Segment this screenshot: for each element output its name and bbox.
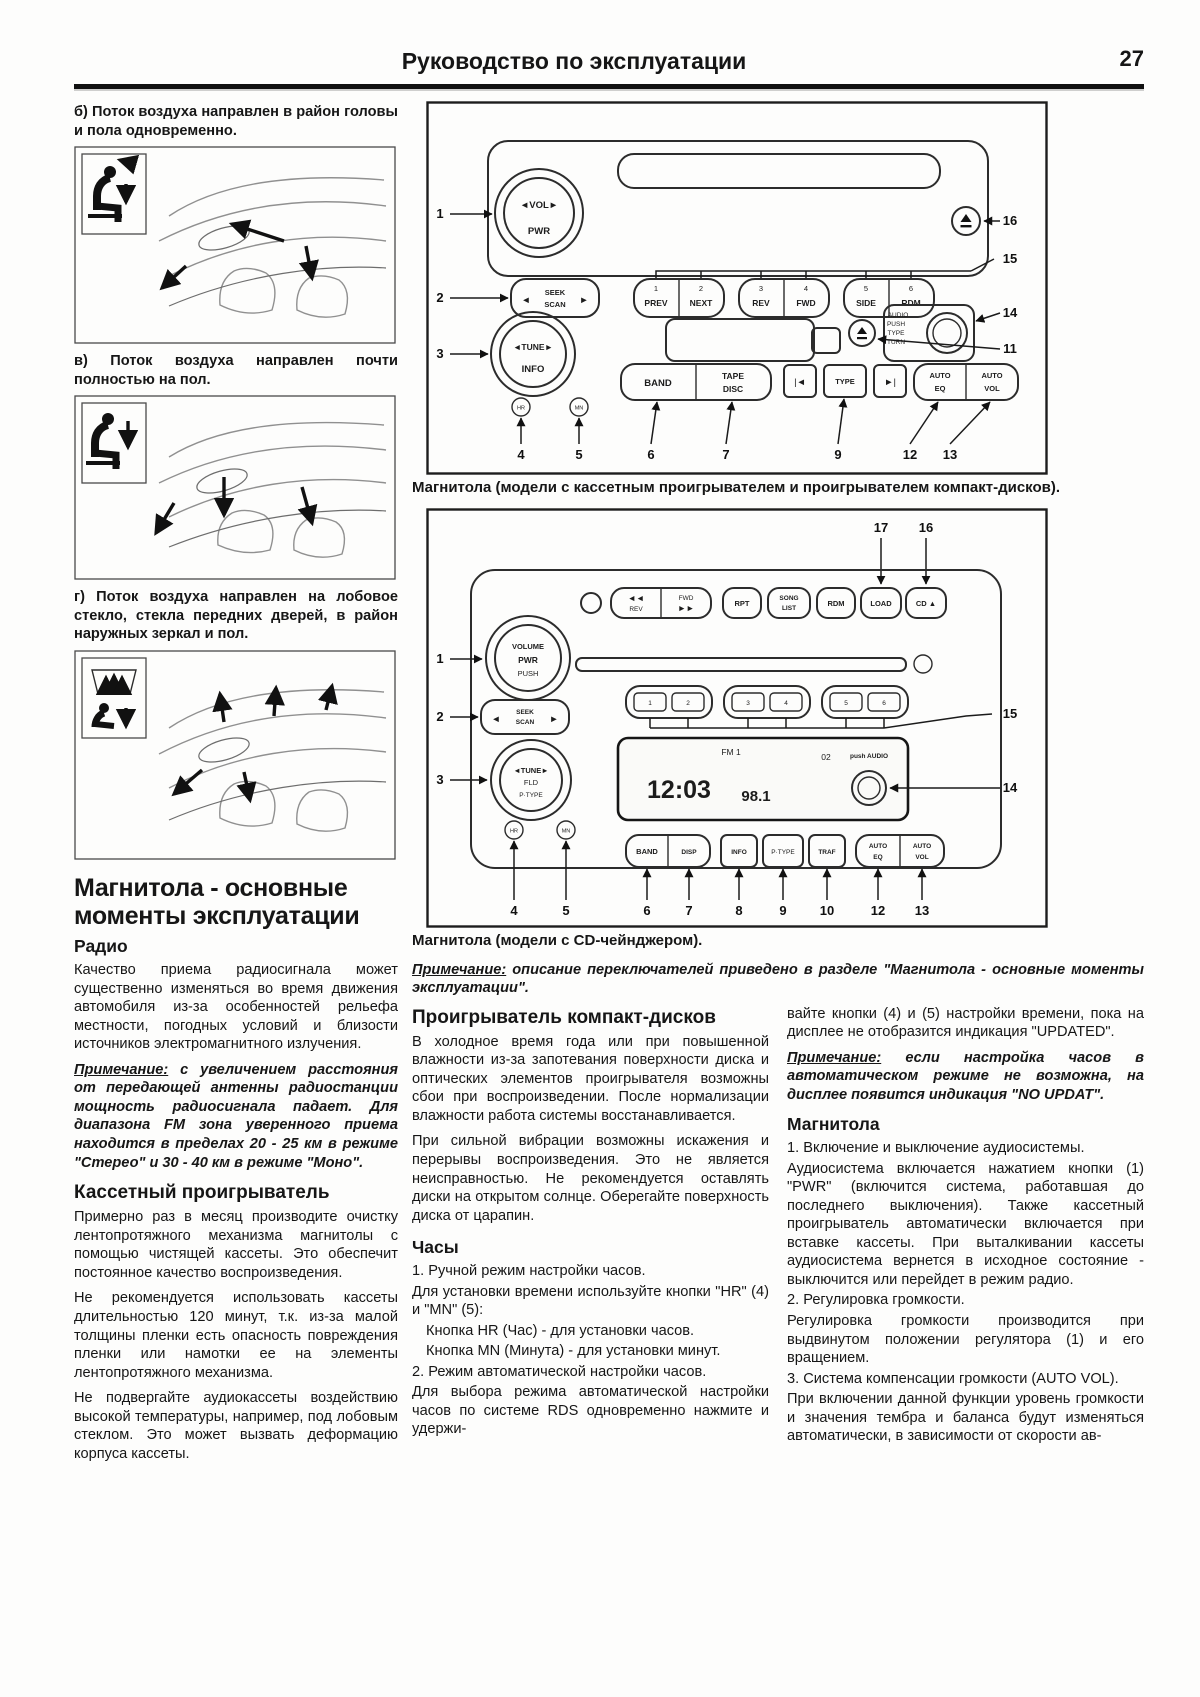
cassette-paragraph-3: Не подвергайте аудиокассеты воздействию высокой температуры, например, под лобовым стеклом. Это может вызвать деформацию корпуса кассеты. [74, 1390, 398, 1462]
page-number: 27 [1119, 46, 1144, 71]
svg-text:PREV: PREV [644, 298, 668, 308]
page-header [74, 40, 1144, 84]
seat-icon [82, 154, 146, 234]
svg-text:DISP: DISP [681, 848, 697, 856]
svg-text:►: ► [549, 713, 559, 725]
svg-text:HR: HR [510, 828, 518, 835]
tune-info-knob [491, 312, 575, 396]
svg-text:02: 02 [821, 751, 831, 762]
svg-text:7: 7 [685, 902, 693, 918]
header-rule [74, 84, 1144, 89]
svg-text:BAND: BAND [644, 378, 672, 389]
svg-text:►►: ►► [677, 602, 695, 613]
callouts-bottom [510, 841, 932, 918]
radio-diagram-cassette-cd [426, 101, 1048, 475]
svg-text:6: 6 [882, 699, 886, 707]
svg-text:8: 8 [735, 902, 743, 918]
svg-text:◄: ◄ [521, 295, 531, 306]
airflow-diagram-windshield [74, 650, 396, 860]
svg-text:5: 5 [863, 284, 869, 293]
svg-text:17: 17 [873, 519, 889, 535]
svg-text:4: 4 [803, 284, 809, 293]
airflow-caption-v: в) Поток воздуха направлен почти полностью на пол. [74, 353, 398, 388]
band-tape-buttons [621, 364, 771, 400]
diagram2-caption: Магнитола (модели с CD-чейнджером). [412, 931, 703, 949]
svg-text:SEEK: SEEK [516, 708, 534, 716]
svg-text:16: 16 [1002, 213, 1018, 228]
svg-text:RDM: RDM [901, 298, 921, 308]
svg-text:FLD: FLD [523, 777, 539, 787]
svg-text:VOL: VOL [984, 384, 1000, 393]
note-text: описание переключателей приведено в разделе "Магнитола - основные моменты эксплуатации". [412, 961, 1144, 997]
svg-text:◄◄: ◄◄ [627, 592, 645, 603]
svg-text:7: 7 [722, 447, 730, 462]
note-text: с увеличением расстояния от передающей антенны радиостанции мощность радиосигнала падает. Для диапазона FM зона уверенного приема находится в пределах 20 - 25 км в режиме "Стерео" и 30 - 40 км в режиме "Моно". [74, 1061, 398, 1171]
note-label: Примечание: [74, 1061, 169, 1078]
magnitola-paragraph-1: Аудиосистема включается нажатием кнопки (1) "PWR" (включится система, работавшая до последнего выключения). Также кассетный проигрыватель автоматически включается при вставке кассеты. При выталкивании кассеты аудиосистема вернется в исходное состояние - выключится или перейдет в режим радио. [787, 1160, 1144, 1288]
svg-text:SONG: SONG [779, 594, 799, 602]
type-button [824, 365, 866, 397]
svg-text:9: 9 [834, 447, 842, 462]
svg-text:TURN: TURN [886, 339, 906, 346]
cassette-paragraph-2: Не рекомендуется использовать кассеты длительностью 120 минут, т.к. из-за малой толщины пленки есть опасность повреждения пленки или намотки ее на элементы лентопротяжного механизма. [74, 1290, 398, 1381]
magnitola-heading: Магнитола [787, 1114, 880, 1135]
tune-knob [491, 740, 571, 820]
defrost-icon [82, 658, 146, 738]
cd-player-heading: Проигрыватель компакт-дисков [412, 1006, 716, 1028]
svg-text:RPT: RPT [734, 598, 750, 608]
clock-heading: Часы [412, 1237, 459, 1258]
magnitola-item-3: 3. Система компенсации громкости (AUTO VOL). [787, 1370, 1119, 1387]
svg-text:►: ► [579, 295, 589, 306]
svg-text:TAPE: TAPE [721, 371, 745, 381]
left-column [74, 101, 398, 1470]
svg-text:SEEK: SEEK [544, 288, 566, 297]
svg-text:VOLUME: VOLUME [511, 641, 545, 651]
svg-text:1: 1 [653, 284, 659, 293]
svg-text:AUTO: AUTO [912, 842, 932, 850]
svg-text:RDM: RDM [827, 598, 845, 608]
clock-mn-line: Кнопка MN (Минута) - для установки минут. [426, 1343, 721, 1360]
traf-button [809, 835, 845, 867]
svg-text:5: 5 [575, 447, 583, 462]
magnitola-item-1: 1. Включение и выключение аудиосистемы. [787, 1140, 1085, 1157]
svg-text:4: 4 [517, 447, 525, 462]
auto-eq-vol-buttons [856, 835, 944, 867]
song-list-button [768, 588, 810, 618]
auto-eq-vol-buttons [914, 364, 1018, 400]
svg-text:◄VOL►: ◄VOL► [519, 200, 559, 211]
right-column [412, 101, 1144, 1470]
svg-text:SIDE: SIDE [856, 298, 876, 308]
svg-text:4: 4 [784, 699, 788, 707]
band-disp-buttons [626, 835, 710, 867]
diagram1-caption: Магнитола (модели с кассетным проигрывателем и проигрывателем компакт-дисков). [412, 479, 1061, 496]
clock-hr-line: Кнопка HR (Час) - для установки часов. [426, 1322, 695, 1339]
clock-note [787, 1049, 1144, 1105]
svg-text:9: 9 [779, 902, 787, 918]
svg-text:CD ▲: CD ▲ [915, 598, 937, 608]
callout-bracket-15 [650, 714, 992, 728]
radio-diagram-cd-changer [426, 508, 1048, 928]
rew-fwd-buttons [611, 588, 711, 618]
svg-text:6: 6 [643, 902, 651, 918]
svg-text:LOAD: LOAD [870, 598, 892, 608]
svg-text:1: 1 [648, 699, 652, 707]
preset-buttons-1-2 [626, 686, 712, 718]
svg-text:3: 3 [746, 699, 750, 707]
svg-text:PUSH: PUSH [886, 321, 906, 328]
cd-eject-button [906, 588, 946, 618]
clock-paragraph-1: Для установки времени используйте кнопки "HR" (4) и "MN" (5): [412, 1283, 769, 1319]
preset-buttons-3-4 [724, 686, 810, 718]
svg-text:3: 3 [758, 284, 764, 293]
svg-text:VOL: VOL [915, 853, 929, 861]
svg-text:13: 13 [914, 902, 930, 918]
callouts-left [436, 651, 487, 787]
preset-buttons-rev-fwd [739, 279, 829, 317]
mn-button [557, 821, 575, 839]
display-panel [618, 738, 908, 820]
svg-text:3: 3 [436, 346, 444, 361]
cd-slot [618, 154, 940, 188]
svg-text:AUTO: AUTO [929, 371, 951, 380]
note-text: если настройка часов в автоматическом режиме не возможна, на дисплее появится индикация "NO UPDAT". [787, 1049, 1144, 1103]
radio-heading: Радио [74, 936, 128, 957]
svg-text:12: 12 [870, 902, 886, 918]
svg-text:15: 15 [1002, 251, 1018, 266]
svg-text:BAND: BAND [636, 846, 658, 856]
note-label: Примечание: [787, 1049, 882, 1066]
svg-text:P·TYPE: P·TYPE [519, 791, 543, 799]
svg-text:AUTO: AUTO [868, 842, 888, 850]
cassette-eject-button [849, 320, 875, 346]
svg-text:13: 13 [942, 447, 958, 462]
cassette-paragraph-1: Примерно раз в месяц производите очистку лентопротяжного механизма магнитолы с помощью чистящей кассеты. Это обеспечит постоянное качество воспроизведения. [74, 1209, 398, 1281]
svg-text:14: 14 [1002, 779, 1018, 795]
svg-text:16: 16 [918, 519, 934, 535]
svg-text:P·TYPE: P·TYPE [771, 848, 795, 856]
svg-text:15: 15 [1002, 705, 1018, 721]
cabin-sketch [159, 686, 386, 831]
track-forward-button [874, 365, 906, 397]
svg-text:EQ: EQ [934, 384, 946, 393]
section-heading-magnitola-main: Магнитола - основные моменты эксплуатации [74, 873, 360, 930]
cabin-sketch [159, 178, 386, 317]
mn-button [570, 398, 588, 416]
svg-text:HR: HR [517, 405, 525, 412]
svg-text:2: 2 [436, 290, 444, 305]
svg-text:10: 10 [819, 902, 835, 918]
seek-scan-button [511, 279, 599, 317]
magnitola-paragraph-2: Регулировка громкости производится при выдвинутом положении регулятора (1) и его вращением. [787, 1313, 1144, 1367]
right-text-column [787, 1005, 1144, 1453]
clock-paragraph-2: Для выбора режима автоматической настройки часов по системе RDS одновременно нажмите и удержи- [412, 1384, 769, 1438]
svg-text:1: 1 [436, 650, 444, 666]
svg-text:TRAF: TRAF [818, 848, 836, 856]
svg-text:12:03: 12:03 [647, 775, 711, 804]
svg-text:DISC: DISC [722, 384, 744, 394]
svg-text:1: 1 [436, 206, 444, 221]
svg-text:SCAN: SCAN [515, 718, 535, 726]
radio-note [74, 1061, 398, 1172]
svg-text:INFO: INFO [521, 364, 545, 375]
svg-text:2: 2 [698, 284, 704, 293]
svg-text:TYPE: TYPE [887, 330, 905, 337]
svg-text:AUTO: AUTO [981, 371, 1003, 380]
aux-knob [581, 593, 601, 613]
svg-text:6: 6 [908, 284, 914, 293]
svg-text:SCAN: SCAN [544, 300, 566, 309]
p-type-button [763, 835, 803, 867]
svg-text:push AUDIO: push AUDIO [849, 752, 889, 760]
svg-text:◄TUNE►: ◄TUNE► [513, 765, 549, 775]
svg-text:PWR: PWR [518, 654, 538, 665]
cd-slot [576, 655, 932, 673]
middle-text-column [412, 1005, 769, 1453]
svg-text:◄TUNE►: ◄TUNE► [513, 342, 553, 352]
svg-text:|◄: |◄ [794, 377, 806, 388]
svg-text:►|: ►| [884, 377, 896, 388]
svg-text:MN: MN [574, 405, 584, 412]
volume-power-knob [495, 169, 583, 257]
cd-eject-button [952, 207, 980, 235]
magnitola-item-2: 2. Регулировка громкости. [787, 1292, 965, 1309]
svg-text:PUSH: PUSH [517, 668, 539, 678]
svg-text:2: 2 [686, 699, 690, 707]
svg-text:FWD: FWD [796, 298, 816, 308]
rpt-button [723, 588, 761, 618]
magnitola-paragraph-3: При включении данной функции уровень громкости и значения тембра и баланса будут изменяться автоматически, в зависимости от скорости ав- [787, 1391, 1144, 1445]
diagram2-note [412, 961, 1144, 998]
cd-paragraph-2: При сильной вибрации возможны искажения и перерывы воспроизведения. Это не является неисправностью. Не рекомендуется оставлять диски на открытом солнце. Оберегайте поверхность диска от царапин. [412, 1133, 769, 1224]
svg-text:14: 14 [1002, 305, 1018, 320]
airflow-diagram-head-floor [74, 146, 396, 344]
svg-text:FWD: FWD [678, 594, 694, 602]
cassette-slot [666, 319, 840, 361]
cabin-sketch [156, 423, 386, 558]
svg-text:REV: REV [752, 298, 770, 308]
airflow-caption-b: б) Поток воздуха направлен в район головы и пола одновременно. [74, 104, 398, 139]
svg-text:AUDIO: AUDIO [887, 312, 909, 319]
svg-text:6: 6 [647, 447, 655, 462]
svg-text:11: 11 [1003, 341, 1017, 356]
svg-text:REV: REV [629, 605, 643, 613]
clock-item-1: 1. Ручной режим настройки часов. [412, 1263, 646, 1280]
svg-text:3: 3 [436, 771, 444, 787]
seek-scan-button [481, 700, 569, 734]
hr-button [512, 398, 530, 416]
svg-text:5: 5 [844, 699, 848, 707]
cassette-heading: Кассетный проигрыватель [74, 1182, 330, 1204]
svg-text:2: 2 [436, 708, 444, 724]
svg-text:EQ: EQ [873, 853, 883, 861]
svg-text:INFO: INFO [731, 848, 747, 856]
load-button [861, 588, 901, 618]
svg-text:TYPE: TYPE [835, 377, 855, 386]
svg-text:98.1: 98.1 [741, 787, 771, 805]
info-button [721, 835, 757, 867]
page-title: Руководство по эксплуатации [401, 48, 747, 74]
clock-continued: вайте кнопки (4) и (5) настройки времени, пока на дисплее не отобразится индикация "UPDATED". [787, 1005, 1144, 1041]
airflow-caption-g: г) Поток воздуха направлен на лобовое стекло, стекла передних дверей, в район наружных зеркал и пол. [74, 589, 398, 643]
svg-text:NEXT: NEXT [689, 298, 713, 308]
preset-buttons-5-6 [822, 686, 908, 718]
svg-text:◄: ◄ [491, 713, 501, 725]
radio-paragraph: Качество приема радиосигнала может существенно изменяться во время движения автомобиля из-за особенностей рельефа местности, погодных условий и близости источников электромагнитного излучения. [74, 962, 398, 1053]
clock-item-2: 2. Режим автоматической настройки часов. [412, 1363, 707, 1380]
svg-text:4: 4 [510, 902, 518, 918]
note-label: Примечание: [412, 961, 507, 978]
svg-text:LIST: LIST [781, 604, 797, 612]
track-back-button [784, 365, 816, 397]
svg-text:5: 5 [562, 902, 570, 918]
callouts-top [874, 520, 933, 584]
cd-paragraph-1: В холодное время года или при повышенной влажности из-за запотевания поверхности диска и оптических элементов проигрывателя возможны сбои при воспроизведении. После нормализации влажности работа системы восстанавливается. [412, 1033, 769, 1124]
seat-icon [82, 403, 146, 483]
svg-text:PWR: PWR [527, 226, 551, 237]
hr-button [505, 821, 523, 839]
airflow-diagram-floor [74, 395, 396, 580]
svg-text:MN: MN [561, 828, 571, 835]
preset-buttons-prev-next [634, 279, 724, 317]
rdm-button [817, 588, 855, 618]
svg-text:FM 1: FM 1 [721, 746, 741, 757]
volume-power-knob [486, 616, 570, 700]
svg-text:12: 12 [902, 447, 918, 462]
